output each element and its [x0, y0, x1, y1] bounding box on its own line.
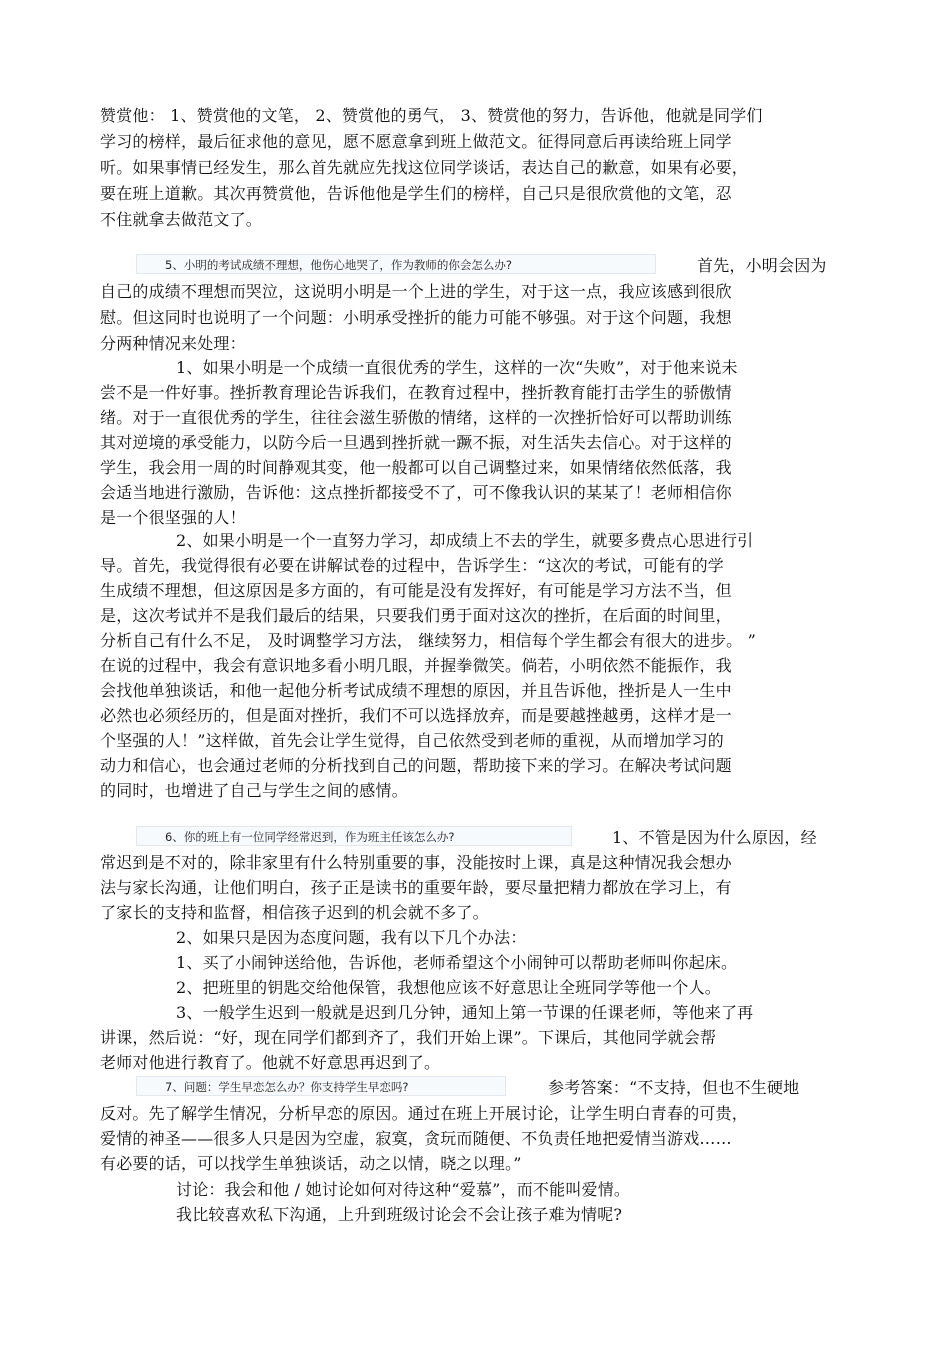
- text-line: 其对逆境的承受能力，以防今后一旦遇到挫折就一蹶不振，对生活失去信心。对于这样的: [100, 433, 732, 452]
- text-line: 必然也必须经历的，但是面对挫折，我们不可以选择放弃，而是要越挫越勇，这样才是一: [100, 706, 732, 725]
- text-line: 会适当地进行激励，告诉他：这点挫折都接受不了，可不像我认识的某某了！老师相信你: [100, 483, 732, 502]
- text-line: 2、如果只是因为态度问题，我有以下几个办法：: [176, 928, 527, 947]
- text-line: 讲课，然后说：“好，现在同学们都到齐了，我们开始上课”。下课后，其他同学就会帮: [100, 1028, 717, 1047]
- text-line: 导。首先，我觉得很有必要在讲解试卷的过程中，告诉学生：“这次的考试，可能有的学: [100, 556, 724, 575]
- text-line: 是，这次考试并不是我们最后的结果，只要我们勇于面对这次的挫折，在后面的时间里，: [100, 606, 732, 625]
- text-line: 绪。对于一直很优秀的学生，往往会滋生骄傲的情绪，这样的一次挫折恰好可以帮助训练: [100, 408, 732, 427]
- text-line: 1、如果小明是一个成绩一直很优秀的学生，这样的一次“失败”，对于他来说未: [176, 358, 738, 377]
- text-line: 2、把班里的钥匙交给他保管，我想他应该不好意思让全班同学等他一个人。: [176, 978, 721, 997]
- text-line: 3、一般学生迟到一般就是迟到几分钟，通知上第一节课的任课老师，等他来了再: [176, 1003, 754, 1022]
- text-line: 是一个很坚强的人！: [100, 508, 246, 527]
- text-line: 常迟到是不对的，除非家里有什么特别重要的事，没能按时上课，真是这种情况我会想办: [100, 853, 732, 872]
- text-line: 的同时，也增进了自己与学生之间的感情。: [100, 781, 408, 800]
- text-line: 听。如果事情已经发生，那么首先就应先找这位同学谈话，表达自己的歉意，如果有必要，: [100, 158, 749, 177]
- text-line: 在说的过程中，我会有意识地多看小明几眼，并握拳微笑。倘若，小明依然不能振作，我: [100, 656, 732, 675]
- text-line: 慰。但这同时也说明了一个问题：小明承受挫折的能力可能不够强。对于这个问题，我想: [100, 308, 732, 327]
- text-line: 有必要的话，可以找学生单独谈话，动之以情，晓之以理。”: [100, 1154, 522, 1173]
- text-line: 动力和信心，也会通过老师的分析找到自己的问题，帮助接下来的学习。在解决考试问题: [100, 756, 732, 775]
- answer-start: 首先，小明会因为: [697, 256, 827, 275]
- text-line: 自己的成绩不理想而哭泣，这说明小明是一个上进的学生，对于这一点，我应该感到很欣: [100, 282, 732, 301]
- question-6-box: 6、你的班上有一位同学经常迟到，作为班主任该怎么办?: [136, 826, 572, 846]
- text-line: 要在班上道歉。其次再赞赏他，告诉他他是学生们的榜样，自己只是很欣赏他的文笔，忍: [100, 184, 732, 203]
- text-line: 会找他单独谈话，和他一起他分析考试成绩不理想的原因，并且告诉他，挫折是人一生中: [100, 681, 732, 700]
- text-line: 1、买了小闹钟送给他，告诉他，老师希望这个小闹钟可以帮助老师叫你起床。: [176, 953, 738, 972]
- answer-start: 参考答案：“不支持，但也不生硬地: [548, 1078, 800, 1097]
- text-line: 个坚强的人！”这样做，首先会让学生觉得，自己依然受到老师的重视，从而增加学习的: [100, 731, 724, 750]
- text-line: 分两种情况来处理：: [100, 334, 246, 353]
- question-5-box: 5、小明的考试成绩不理想，他伤心地哭了，作为教师的你会怎么办?: [136, 254, 656, 274]
- text-line: 了家长的支持和监督，相信孩子迟到的机会就不多了。: [100, 903, 489, 922]
- text-line: 法与家长沟通，让他们明白，孩子正是读书的重要年龄，要尽量把精力都放在学习上，有: [100, 878, 732, 897]
- text-line: 老师对他进行教育了。他就不好意思再迟到了。: [100, 1053, 441, 1072]
- text-line: 生成绩不理想，但这原因是多方面的，有可能是没有发挥好，有可能是学习方法不当，但: [100, 581, 732, 600]
- text-line: 学习的榜样，最后征求他的意见，愿不愿意拿到班上做范文。征得同意后再读给班上同学: [100, 132, 732, 151]
- text-line: 讨论：我会和他 / 她讨论如何对待这种“爱慕”，而不能叫爱情。: [176, 1180, 631, 1199]
- text-line: 赞赏他： 1、赞赏他的文笔， 2、赞赏他的勇气， 3、赞赏他的努力，告诉他，他就是同学们: [100, 106, 763, 125]
- text-line: 反对。先了解学生情况，分析早恋的原因。通过在班上开展讨论，让学生明白青春的可贵，: [100, 1104, 749, 1123]
- text-line: 不住就拿去做范文了。: [100, 210, 263, 229]
- text-line: 尝不是一件好事。挫折教育理论告诉我们，在教育过程中，挫折教育能打击学生的骄傲情: [100, 383, 732, 402]
- text-line: 2、如果小明是一个一直努力学习，却成绩上不去的学生，就要多费点心思进行引: [176, 531, 754, 550]
- text-line: 学生，我会用一周的时间静观其变，他一般都可以自己调整过来，如果情绪依然低落，我: [100, 458, 732, 477]
- question-7-box: 7、问题：学生早恋怎么办？你支持学生早恋吗?: [136, 1076, 506, 1096]
- text-line: 我比较喜欢私下沟通，上升到班级讨论会不会让孩子难为情呢?: [176, 1205, 623, 1224]
- answer-start: 1、不管是因为什么原因，经: [612, 828, 817, 847]
- text-line: 爱情的神圣——很多人只是因为空虚，寂寞，贪玩而随便、不负责任地把爱情当游戏……: [100, 1129, 732, 1148]
- text-line: 分析自己有什么不足， 及时调整学习方法， 继续努力，相信每个学生都会有很大的进步。 ”: [100, 631, 757, 650]
